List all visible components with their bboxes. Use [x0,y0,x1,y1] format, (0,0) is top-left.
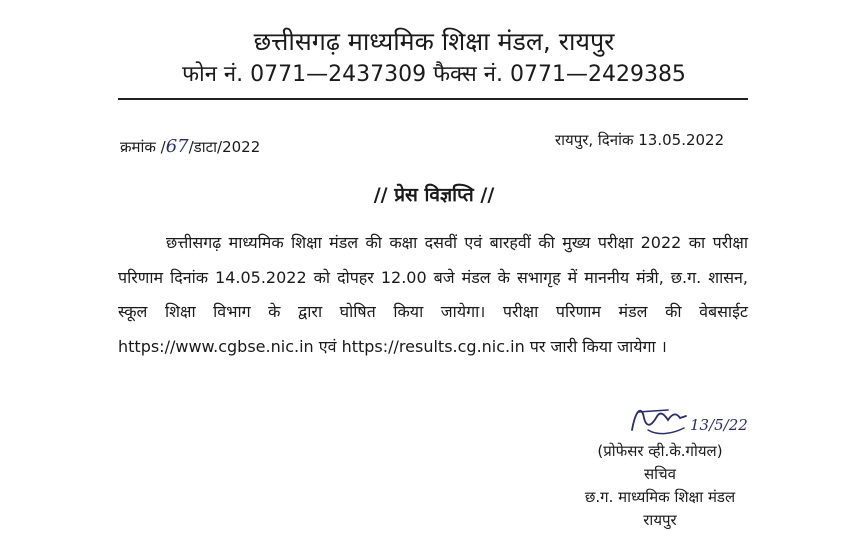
place-date: रायपुर, दिनांक 13.05.2022 [555,131,725,149]
signatory-org: छ.ग. माध्यमिक शिक्षा मंडल [584,488,736,506]
press-release-title: // प्रेस विज्ञप्ति // [373,184,495,206]
org-name-heading: छत्तीसगढ़ माध्यमिक शिक्षा मंडल, रायपुर [253,27,615,56]
header-divider [118,98,748,100]
handwritten-signature [628,400,778,442]
contact-line: फोन नं. 0771—2437309 फैक्स नं. 0771—2429385 [182,62,686,87]
signature-date: 13/5/22 [690,416,748,434]
reference-prefix: क्रमांक / [120,138,166,156]
body-text: छत्तीसगढ़ माध्यमिक शिक्षा मंडल की कक्षा दसवीं एवं बारहवीं की मुख्य परीक्षा 2022 का परीक्षा परिणाम दिनांक 14.05.2022 को दोपहर 12.00 बजे मंडल के सभागृह में माननीय मंत्री, छ.ग. शासन, स्कूल शिक्षा विभाग के द्वारा घोषित किया जायेगा। परीक्षा परिणाम मंडल की वेबसाईट https://www.cgbse.nic.in एवं https://results.cg.nic.in पर जारी किया जायेगा । [118,233,748,356]
reference-suffix: /डाटा/2022 [188,138,261,156]
reference-handwritten-number: 67 [165,136,189,157]
signatory-city: रायपुर [643,511,677,529]
body-paragraph [118,226,748,364]
signatory-designation: सचिव [644,465,676,483]
reference-number [120,136,260,157]
signature-scribble-icon [628,400,778,442]
signatory-name: (प्रोफेसर व्ही.के.गोयल) [597,442,723,460]
signatory-block [540,440,780,532]
